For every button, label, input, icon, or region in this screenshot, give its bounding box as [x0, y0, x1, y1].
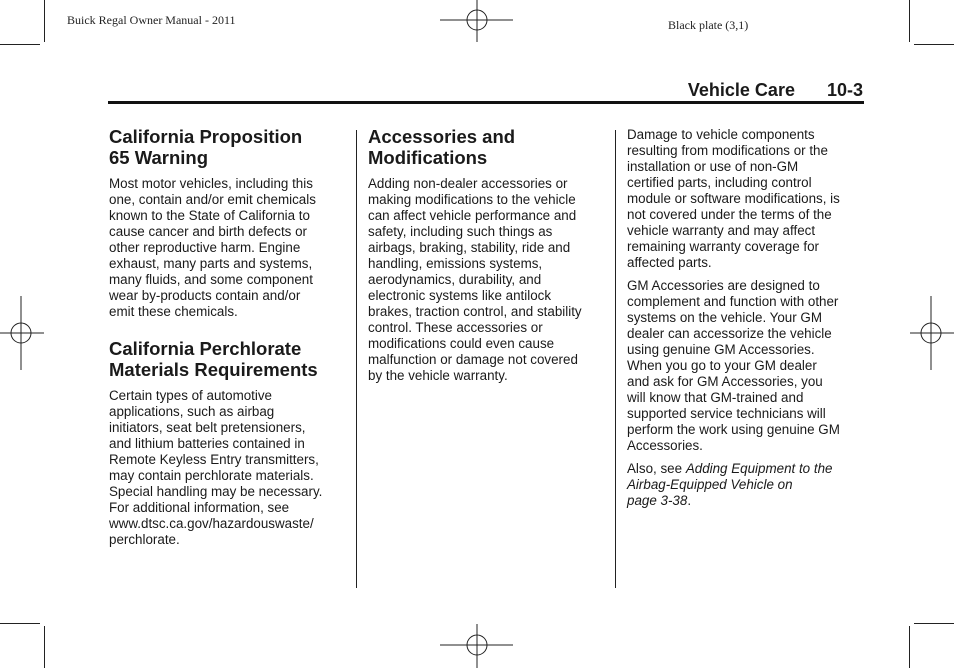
crop-mark: [914, 44, 954, 45]
column-divider: [356, 130, 357, 588]
crop-mark: [914, 623, 954, 624]
column-divider: [615, 130, 616, 588]
plate-label: Black plate (3,1): [668, 18, 749, 32]
paragraph-also-see: Also, see Adding Equipment to the Airbag-Equipped Vehicle on page 3-38.: [627, 461, 833, 508]
header-rule: [108, 101, 864, 104]
paragraph-prop65: Most motor vehicles, including this one, contain and/or emit chemicals known to the State of California to cause cancer and birth defects or other reproductive harm. Engine exhaust, many parts and systems, many fluids, and some component wear by-products contain and/or emit these chemicals.: [109, 176, 316, 319]
registration-mark-icon: [440, 624, 516, 668]
paragraph-accessories: Adding non-dealer accessories or making modifications to the vehicle can affect vehicle performance and safety, including such things as airbags, braking, stability, ride and handling, emissions systems, aerodynamics, durability, and electronic systems like antilock brakes, traction control, and stability control. These accessories or modifications could even cause malfunction or damage not covered by the vehicle warranty.: [368, 176, 582, 383]
column-1: [109, 126, 345, 548]
registration-mark-icon: [910, 296, 954, 372]
heading-perchlorate: California Perchlorate Materials Requirements: [109, 338, 318, 380]
column-2: [368, 126, 604, 384]
crop-mark: [0, 623, 40, 624]
crop-mark: [0, 44, 40, 45]
manual-title: Buick Regal Owner Manual - 2011: [67, 13, 236, 27]
cross-reference-link[interactable]: Adding Equipment to the Airbag-Equipped Vehicle on page 3-38: [627, 461, 833, 508]
registration-mark-icon: [440, 0, 516, 44]
heading-prop65: California Proposition 65 Warning: [109, 126, 303, 168]
paragraph-damage: Damage to vehicle components resulting from modifications or the installation or use of non-GM certified parts, including control module or software modifications, is not covered under the terms of the vehicle warranty and may affect remaining warranty coverage for affected parts.: [627, 127, 840, 270]
running-header: [688, 80, 863, 101]
crop-mark: [909, 0, 910, 42]
paragraph-gm-accessories: GM Accessories are designed to complement and function with other systems on the vehicle. Your GM dealer can accessorize the vehicle using genuine GM Accessories. When you go to your GM dealer and ask for GM Accessories, you will know that GM-trained and supported service technicians will perform the work using genuine GM Accessories.: [627, 278, 840, 453]
page-number: 10-3: [826, 80, 863, 100]
registration-mark-icon: [0, 296, 44, 372]
crop-mark: [909, 626, 910, 668]
section-title: Vehicle Care: [687, 80, 795, 100]
column-3: [627, 127, 863, 509]
crop-mark: [44, 0, 45, 42]
heading-accessories: Accessories and Modifications: [368, 126, 516, 168]
crop-mark: [44, 626, 45, 668]
paragraph-perchlorate: Certain types of automotive applications, such as airbag initiators, seat belt pretensioners, and lithium batteries contained in Remote Keyless Entry transmitters, may contain perchlorate materials. Special handling may be necessary. For additional information, see www.dtsc.ca.gov/hazardouswaste/ perchlorate.: [109, 388, 323, 547]
